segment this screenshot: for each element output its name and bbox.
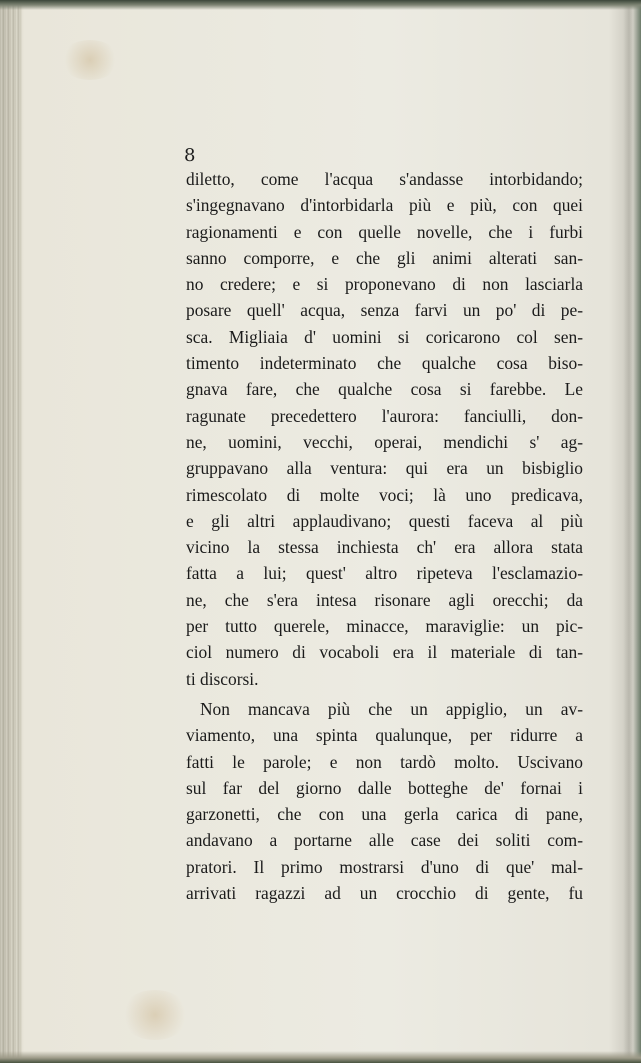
text-line: diletto, come l'acqua s'andasse intorbidando; [186, 169, 583, 189]
text-line: fatta a lui; quest' altro ripeteva l'esclamazio- [186, 563, 583, 584]
text-line: sca. Migliaia d' uomini si coricarono col sen- [186, 326, 583, 347]
text-line: Non mancava più che un appiglio, un av- [200, 698, 583, 719]
text-line: arrivati ragazzi ad un crocchio di gente, fu [186, 883, 583, 904]
paragraph-1 [186, 166, 583, 692]
paper-stain [120, 990, 190, 1040]
page-top-edge [0, 0, 641, 10]
paragraph-2 [186, 696, 583, 906]
page-stack-left-edge [0, 0, 22, 1063]
body-text [186, 166, 583, 906]
text-line: ti discorsi. [186, 668, 259, 689]
text-line: gnava fare, che qualche cosa si farebbe. Le [186, 379, 583, 400]
text-line: ragunate precedettero l'aurora: fanciulli, don- [186, 405, 583, 426]
text-line: no credere; e si proponevano di non lasciarla [186, 274, 583, 295]
text-line: sanno comporre, e che gli animi alterati san- [186, 247, 583, 268]
text-line: per tutto querele, minacce, maraviglie: un pic- [186, 616, 583, 637]
text-line: gruppavano alla ventura: qui era un bisbiglio [186, 458, 583, 479]
text-line: posare quell' acqua, senza farvi un po' di pe- [186, 300, 583, 321]
text-line: ne, che s'era intesa risonare agli orecchi; da [186, 589, 583, 610]
text-line: e gli altri applaudivano; questi faceva al più [186, 510, 583, 531]
text-line: ciol numero di vocaboli era il materiale di tan- [186, 642, 583, 663]
text-line: s'ingegnavano d'intorbidarla più e più, con quei [186, 195, 583, 216]
text-line: pratori. Il primo mostrarsi d'uno di que' mal- [186, 856, 583, 877]
text-line: fatti le parole; e non tardò molto. Uscivano [186, 751, 583, 772]
text-line: viamento, una spinta qualunque, per ridurre a [186, 725, 583, 746]
text-line: rimescolato di molte voci; là uno predicava, [186, 484, 583, 505]
text-line: andavano a portarne alle case dei soliti com- [186, 830, 583, 851]
paper-stain [60, 40, 120, 80]
text-line: timento indeterminato che qualche cosa biso- [186, 353, 583, 374]
text-line: vicino la stessa inchiesta ch' era allora stata [186, 537, 583, 558]
text-line: sul far del giorno dalle botteghe de' fornai i [186, 777, 583, 798]
page-right-edge [623, 0, 641, 1063]
page-number: 8 [184, 145, 196, 166]
page-bottom-edge [0, 1051, 641, 1063]
text-line: garzonetti, che con una gerla carica di pane, [186, 804, 583, 825]
text-line: ne, uomini, vecchi, operai, mendichi s' ag- [186, 431, 583, 452]
text-line: ragionamenti e con quelle novelle, che i furbi [186, 221, 583, 242]
